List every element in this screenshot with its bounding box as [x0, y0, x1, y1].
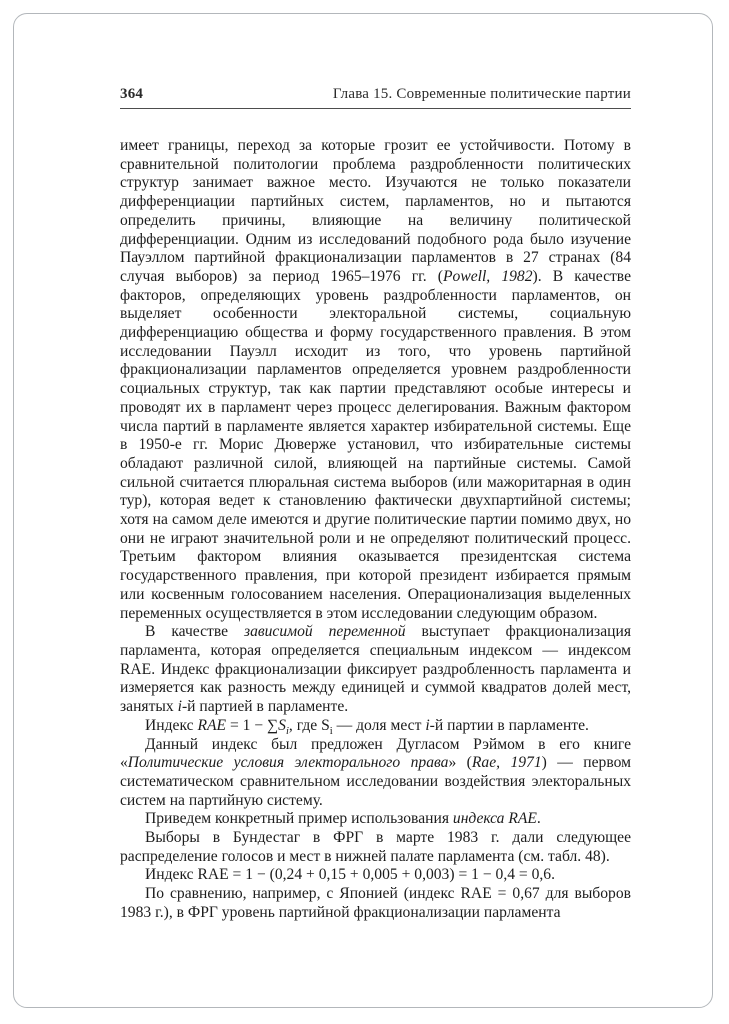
- header-rule: [120, 108, 631, 109]
- running-header: [120, 86, 631, 103]
- text-run: Политические условия электорального права: [127, 754, 449, 772]
- text-run: i: [285, 725, 289, 737]
- text-run: = 1 − ∑: [226, 716, 279, 734]
- chapter-title: Глава 15. Современные политические партии: [332, 86, 631, 102]
- text-run: ) — первом систематическом сравнительном исследовании воздействия электоральных систем на партийную систему.: [120, 754, 631, 809]
- paragraph: [120, 736, 631, 811]
- text-run: Индекс RAE = 1 − (0,24 + 0,15 + 0,005 + 0,003) = 1 − 0,4 = 0,6.: [145, 866, 555, 884]
- text-run: -й партией в парламенте.: [181, 698, 349, 716]
- text-run: ). В качестве факторов, определяющих уровень раздробленности парламентов, он выделяет особенности электоральной системы, социальную дифференциацию общества и форму государственного правления. В этом исследовании Пауэлл исходит из того, что уровень партийной фракционализации парламентов определяется уровнем раздробленности социальных структур, так как партии представляют особые интересы и проводят их в парламент через процесс делегирования. Важным фактором числа партий в парламенте является характер избирательной системы. Еще в 1950-е гг. Морис Дюверже установил, что избирательные системы обладают различной силой, влияющей на партийные системы. Самой сильной считается плюральная система выборов (или мажоритарная в один тур), которая ведет к становлению фактически двухпартийной системы; хотя на самом деле имеются и другие политические партии помимо двух, но они не играют значительной роли и не определяют политический процесс. Третьим фактором влияния оказывается президентская система государственного правления, при которой президент избирается прямым или косвенным голосованием населения. Операционализация выделенных переменных осуществляется в этом исследовании следующим образом.: [120, 267, 631, 622]
- text-run: Приведем конкретный пример использования: [145, 810, 453, 828]
- page-number: 364: [120, 86, 144, 102]
- text-run: Rae, 1971: [471, 754, 542, 772]
- text-run: выступает фракционализация парламента, которая определяется специальным индексом — индексом RAE. Индекс фракционализации фиксирует раздробленность парламента и измеряется как разность между единицей и суммой квадратов долей мест, занятых: [120, 623, 631, 716]
- body-text: [120, 137, 631, 923]
- paragraph: [120, 829, 631, 866]
- text-run: i: [329, 725, 333, 737]
- text-run: имеет границы, переход за которые грозит ее устойчивости. Потому в сравнительной политологии проблема раздробленности политических структур занимает важное место. Изучаются не только показатели дифференциации партийных систем, парламентов, но и пытаются определить причины, влияющие на величину политической дифференциации. Одним из исследований подобного рода было изучение Пауэллом партийной фракционализации парламентов в 27 странах (84 случая выборов) за период 1965–1976 гг. (: [120, 137, 631, 285]
- text-run: » (: [448, 754, 472, 772]
- text-run: зависимой переменной: [243, 623, 406, 641]
- text-run: В качестве: [145, 623, 244, 641]
- page-content: [120, 86, 631, 923]
- paragraph: [120, 810, 631, 829]
- text-run: RAE: [197, 716, 227, 734]
- text-run: , где S: [288, 716, 330, 734]
- text-run: Выборы в Бундестаг в ФРГ в марте 1983 г. дали следующее распределение голосов и мест в нижней палате парламента (см. табл. 48).: [120, 829, 631, 865]
- text-run: По сравнению, например, с Японией (индекс RAE = 0,67 для выборов 1983 г.), в ФРГ уровень партийной фракционализации парламента: [120, 885, 631, 921]
- text-run: .: [536, 810, 541, 828]
- text-run: i: [177, 698, 182, 716]
- paragraph: [120, 623, 631, 717]
- text-run: Данный индекс был предложен Дугласом Рэймом в его книге «: [120, 735, 631, 772]
- text-run: S: [278, 716, 286, 734]
- paragraph: [120, 717, 631, 736]
- text-run: i: [425, 716, 430, 734]
- paragraph: [120, 885, 631, 922]
- text-run: -й партии в парламенте.: [429, 716, 589, 734]
- paragraph: [120, 866, 631, 885]
- paragraph: [120, 137, 631, 623]
- text-run: — доля мест: [332, 716, 426, 734]
- text-run: Powell, 1982: [443, 267, 533, 285]
- text-run: индекса RAE: [452, 810, 537, 828]
- text-run: Индекс: [145, 716, 198, 734]
